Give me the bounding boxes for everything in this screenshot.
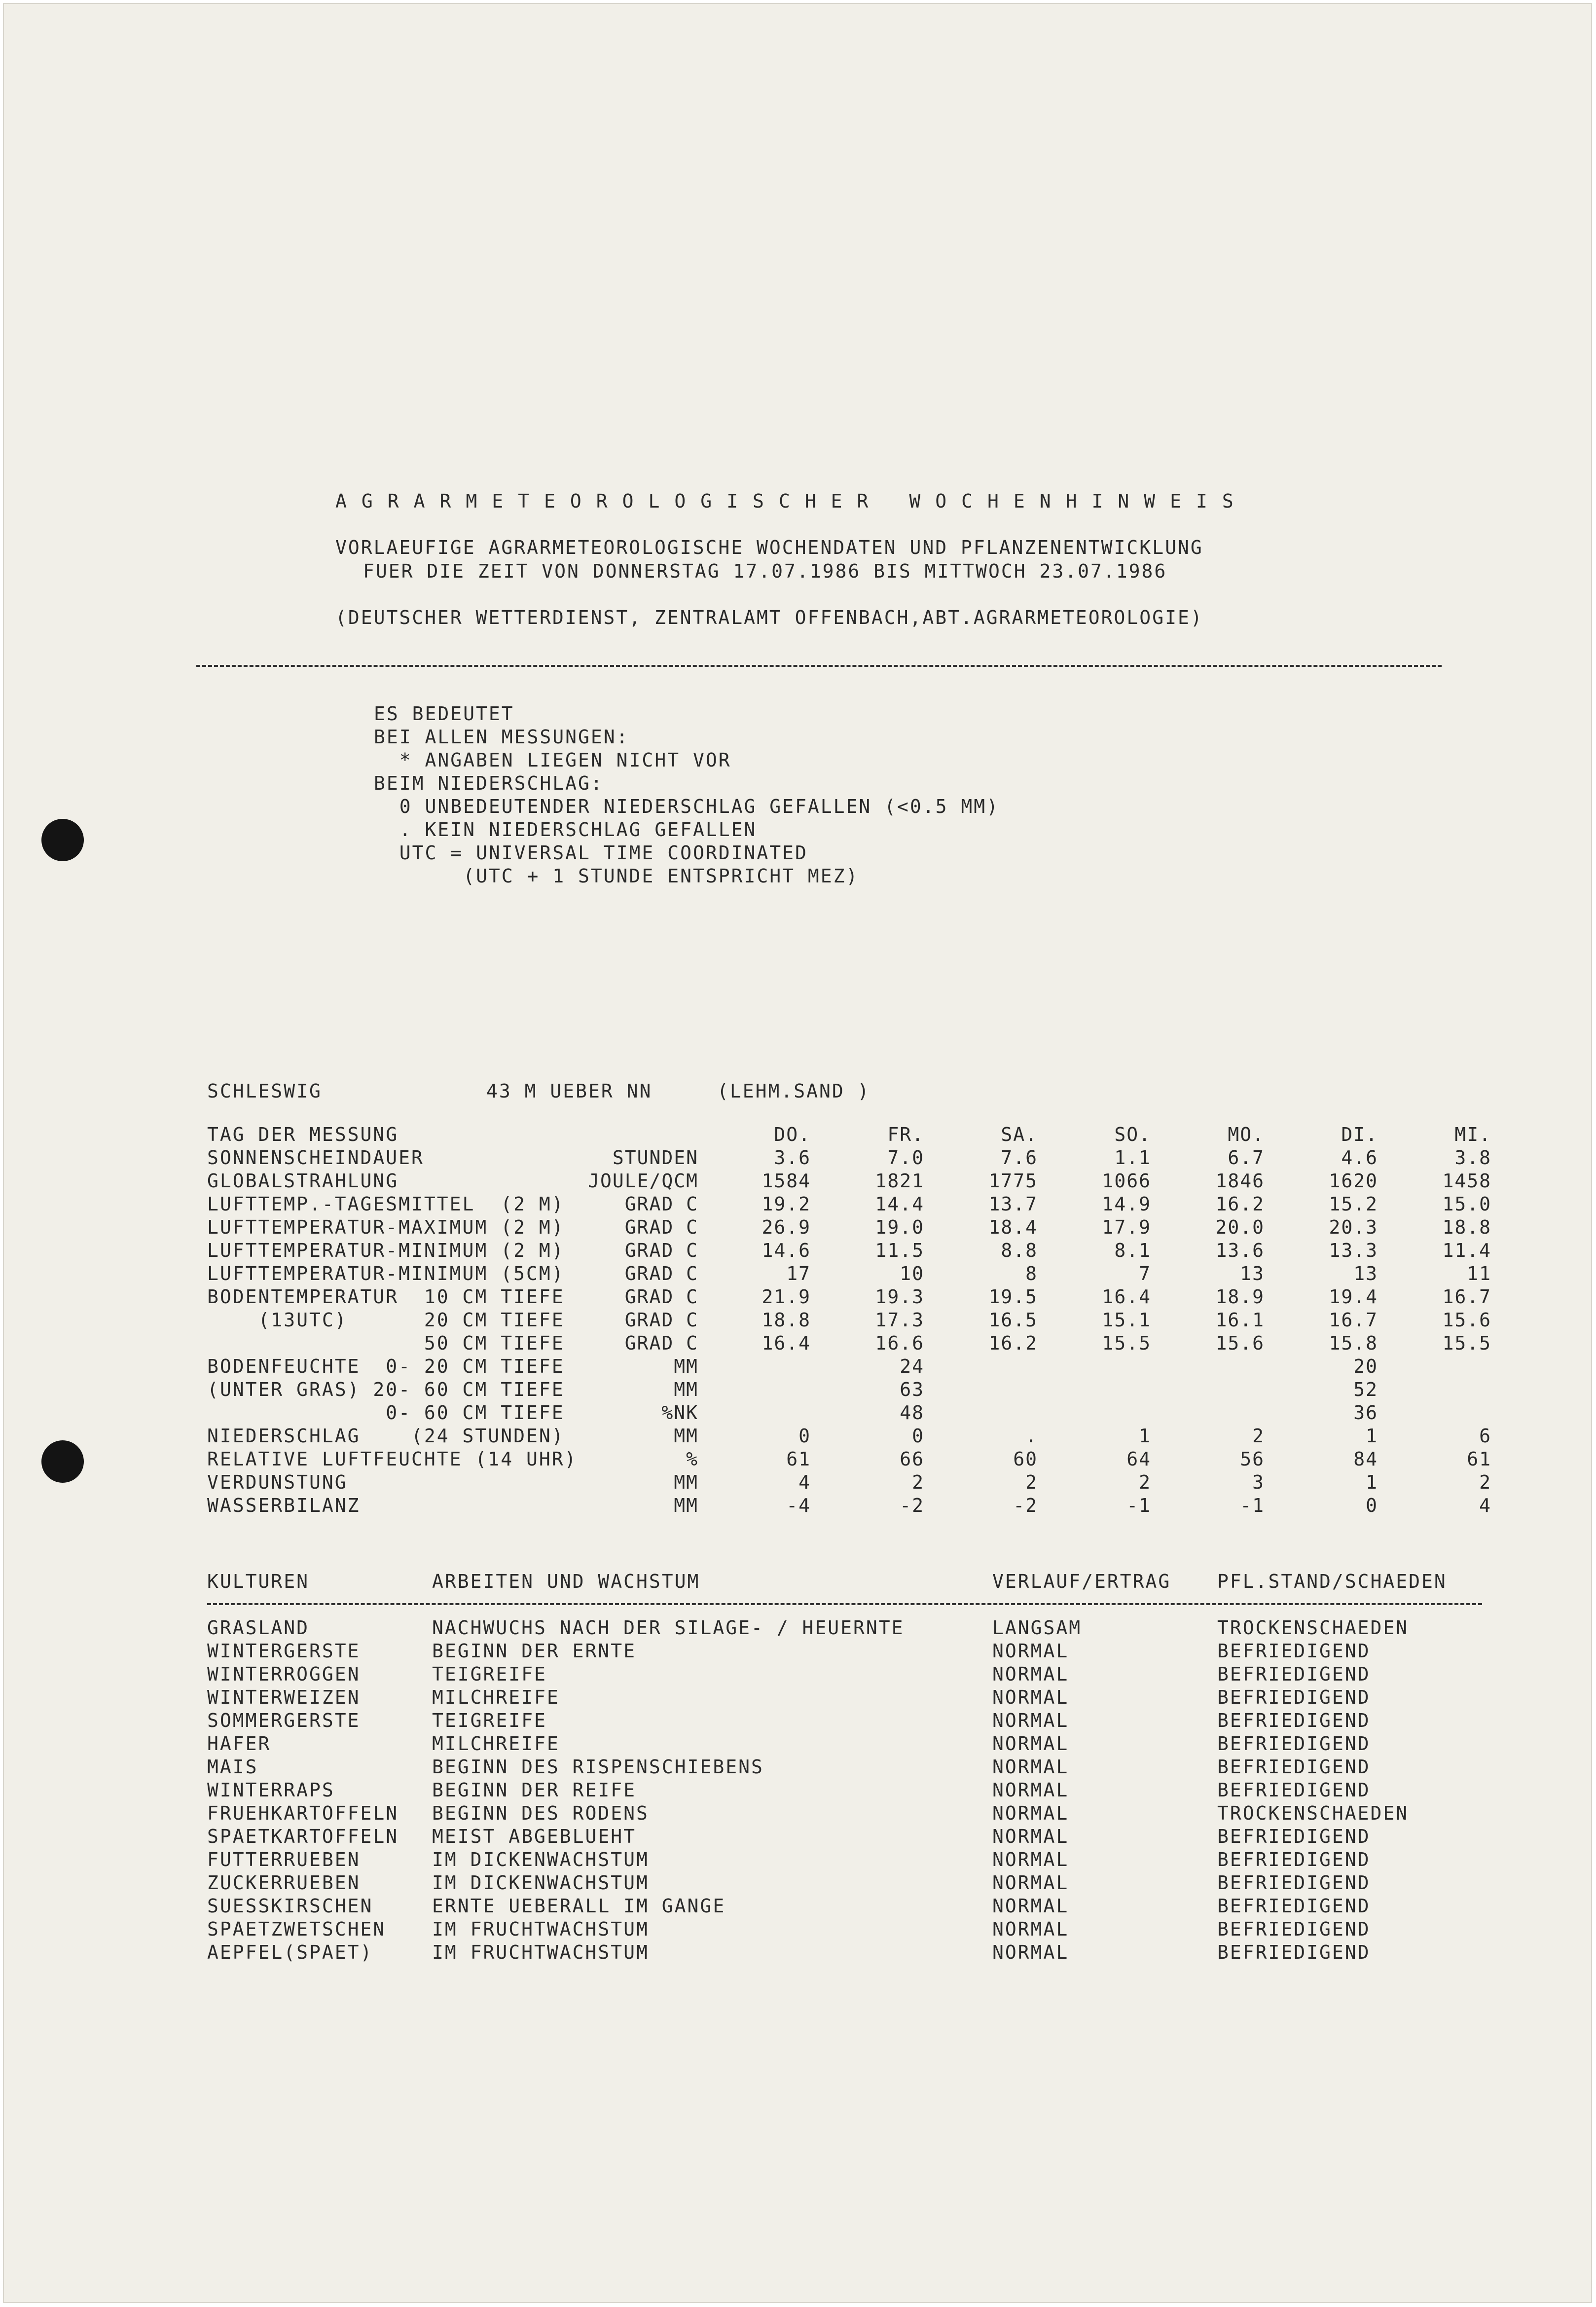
crop-stage: BEGINN DES RISPENSCHIEBENS bbox=[432, 1756, 764, 1778]
crops-header-arbeiten: ARBEITEN UND WACHSTUM bbox=[432, 1571, 700, 1592]
weather-cell: 1821 bbox=[875, 1170, 924, 1192]
crop-condition: BEFRIEDIGEND bbox=[1217, 1941, 1371, 1963]
weather-cell: 14.6 bbox=[762, 1240, 811, 1261]
weather-cell: 15.2 bbox=[1329, 1193, 1378, 1215]
crop-condition: BEFRIEDIGEND bbox=[1217, 1849, 1371, 1870]
weather-row-label: VERDUNSTUNG bbox=[207, 1471, 348, 1493]
weather-cell: 11 bbox=[1467, 1263, 1491, 1284]
day-header-6: MI. bbox=[1454, 1124, 1491, 1145]
crop-name: WINTERROGGEN bbox=[207, 1663, 361, 1685]
crop-progress: NORMAL bbox=[992, 1686, 1069, 1708]
station-name: SCHLESWIG bbox=[207, 1080, 322, 1102]
weather-cell: 52 bbox=[1353, 1379, 1378, 1400]
weather-cell: 0 bbox=[798, 1425, 811, 1447]
weather-cell: 18.8 bbox=[762, 1309, 811, 1331]
crop-progress: NORMAL bbox=[992, 1826, 1069, 1847]
crop-progress: NORMAL bbox=[992, 1710, 1069, 1731]
crop-progress: NORMAL bbox=[992, 1663, 1069, 1685]
crop-name: HAFER bbox=[207, 1733, 271, 1755]
crops-header-verlauf: VERLAUF/ERTRAG bbox=[992, 1571, 1171, 1592]
crop-name: SUESSKIRSCHEN bbox=[207, 1895, 373, 1917]
weather-cell: 20 bbox=[1353, 1355, 1378, 1377]
weather-row-label: (13UTC) 20 CM TIEFE bbox=[207, 1309, 565, 1331]
crop-stage: TEIGREIFE bbox=[432, 1663, 547, 1685]
weather-cell: 8.1 bbox=[1114, 1240, 1151, 1261]
weather-cell: 16.2 bbox=[988, 1332, 1038, 1354]
weather-cell: 1 bbox=[1366, 1425, 1378, 1447]
document-page bbox=[3, 3, 1592, 2303]
weather-cell: 1 bbox=[1139, 1425, 1151, 1447]
weather-cell: 16.1 bbox=[1215, 1309, 1265, 1331]
crop-progress: NORMAL bbox=[992, 1756, 1069, 1778]
crop-progress: NORMAL bbox=[992, 1640, 1069, 1662]
weather-cell: 3 bbox=[1252, 1471, 1265, 1493]
weather-cell: 2 bbox=[1025, 1471, 1038, 1493]
crop-condition: TROCKENSCHAEDEN bbox=[1217, 1617, 1409, 1639]
crop-name: SPAETZWETSCHEN bbox=[207, 1918, 386, 1940]
weather-cell: 1584 bbox=[762, 1170, 811, 1192]
weather-cell: 2 bbox=[912, 1471, 924, 1493]
weather-cell: 15.6 bbox=[1442, 1309, 1491, 1331]
weather-row-label: SONNENSCHEINDAUER bbox=[207, 1147, 424, 1169]
crop-name: ZUCKERRUEBEN bbox=[207, 1872, 361, 1894]
crop-progress: NORMAL bbox=[992, 1849, 1069, 1870]
day-header-5: DI. bbox=[1341, 1124, 1378, 1145]
weather-cell: 8.8 bbox=[1001, 1240, 1038, 1261]
day-header-2: SA. bbox=[1001, 1124, 1038, 1145]
weather-cell: 1775 bbox=[988, 1170, 1038, 1192]
crop-name: WINTERRAPS bbox=[207, 1779, 335, 1801]
day-header-4: MO. bbox=[1228, 1124, 1265, 1145]
weather-cell: 16.7 bbox=[1442, 1286, 1491, 1308]
weather-row-unit: GRAD C bbox=[624, 1309, 698, 1331]
weather-cell: 17 bbox=[786, 1263, 811, 1284]
weather-cell: 14.9 bbox=[1102, 1193, 1151, 1215]
crop-stage: MILCHREIFE bbox=[432, 1686, 560, 1708]
station-soil: (LEHM.SAND ) bbox=[717, 1080, 871, 1102]
weather-cell: 61 bbox=[786, 1448, 811, 1470]
weather-row-unit: GRAD C bbox=[624, 1332, 698, 1354]
weather-cell: 2 bbox=[1252, 1425, 1265, 1447]
weather-cell: 15.5 bbox=[1442, 1332, 1491, 1354]
weather-row-label: LUFTTEMP.-TAGESMITTEL (2 M) bbox=[207, 1193, 565, 1215]
weather-cell: 14.4 bbox=[875, 1193, 924, 1215]
crop-condition: BEFRIEDIGEND bbox=[1217, 1663, 1371, 1685]
weather-cell: 64 bbox=[1126, 1448, 1151, 1470]
weather-cell: -2 bbox=[900, 1495, 924, 1516]
day-header-3: SO. bbox=[1114, 1124, 1151, 1145]
legend-line: 0 UNBEDEUTENDER NIEDERSCHLAG GEFALLEN (<0.5 MM) bbox=[374, 796, 1000, 817]
weather-cell: 16.4 bbox=[762, 1332, 811, 1354]
punch-hole-bottom bbox=[41, 1440, 84, 1483]
day-header-1: FR. bbox=[887, 1124, 924, 1145]
weather-cell: 15.5 bbox=[1102, 1332, 1151, 1354]
crops-header-kulturen: KULTUREN bbox=[207, 1571, 310, 1592]
crops-divider bbox=[207, 1603, 1482, 1605]
weather-cell: 84 bbox=[1353, 1448, 1378, 1470]
weather-cell: 66 bbox=[900, 1448, 924, 1470]
weather-cell: 6.7 bbox=[1228, 1147, 1265, 1169]
weather-cell: 13.6 bbox=[1215, 1240, 1265, 1261]
crop-progress: NORMAL bbox=[992, 1918, 1069, 1940]
legend-line: BEI ALLEN MESSUNGEN: bbox=[374, 726, 629, 748]
crop-condition: BEFRIEDIGEND bbox=[1217, 1918, 1371, 1940]
crop-progress: NORMAL bbox=[992, 1802, 1069, 1824]
weather-cell: 15.0 bbox=[1442, 1193, 1491, 1215]
crop-progress: NORMAL bbox=[992, 1895, 1069, 1917]
crop-progress: NORMAL bbox=[992, 1872, 1069, 1894]
weather-cell: 0 bbox=[1366, 1495, 1378, 1516]
legend-line: ES BEDEUTET bbox=[374, 703, 514, 725]
crop-condition: BEFRIEDIGEND bbox=[1217, 1895, 1371, 1917]
document-title: AGRARMETEOROLOGISCHER WOCHENHINWEIS bbox=[335, 490, 1248, 512]
weather-cell: 2 bbox=[1139, 1471, 1151, 1493]
weather-cell: -1 bbox=[1126, 1495, 1151, 1516]
crop-condition: BEFRIEDIGEND bbox=[1217, 1686, 1371, 1708]
weather-row-unit: GRAD C bbox=[624, 1286, 698, 1308]
legend-line: UTC = UNIVERSAL TIME COORDINATED bbox=[374, 842, 808, 864]
weather-cell: 4 bbox=[1479, 1495, 1491, 1516]
weather-row-label: (UNTER GRAS) 20- 60 CM TIEFE bbox=[207, 1379, 565, 1400]
weather-row-label: WASSERBILANZ bbox=[207, 1495, 361, 1516]
weather-cell: 7.0 bbox=[887, 1147, 924, 1169]
crop-stage: BEGINN DER REIFE bbox=[432, 1779, 637, 1801]
weather-cell: 1846 bbox=[1215, 1170, 1265, 1192]
weather-row-label: 0- 60 CM TIEFE bbox=[207, 1402, 565, 1424]
document-subtitle-1: VORLAEUFIGE AGRARMETEOROLOGISCHE WOCHENDATEN UND PFLANZENENTWICKLUNG bbox=[335, 537, 1203, 558]
weather-cell: 17.9 bbox=[1102, 1216, 1151, 1238]
weather-cell: 24 bbox=[900, 1355, 924, 1377]
weather-cell: 13.7 bbox=[988, 1193, 1038, 1215]
crop-name: GRASLAND bbox=[207, 1617, 310, 1639]
weather-cell: 3.6 bbox=[774, 1147, 811, 1169]
weather-cell: 18.9 bbox=[1215, 1286, 1265, 1308]
weather-row-label: BODENFEUCHTE 0- 20 CM TIEFE bbox=[207, 1355, 565, 1377]
crop-stage: TEIGREIFE bbox=[432, 1710, 547, 1731]
crop-stage: IM FRUCHTWACHSTUM bbox=[432, 1918, 649, 1940]
weather-cell: 16.7 bbox=[1329, 1309, 1378, 1331]
legend-line: * ANGABEN LIEGEN NICHT VOR bbox=[374, 749, 731, 771]
crop-condition: BEFRIEDIGEND bbox=[1217, 1710, 1371, 1731]
weather-cell: 11.5 bbox=[875, 1240, 924, 1261]
crop-name: FUTTERRUEBEN bbox=[207, 1849, 361, 1870]
header-divider bbox=[196, 665, 1442, 667]
weather-cell: 16.6 bbox=[875, 1332, 924, 1354]
weather-row-unit: MM bbox=[674, 1379, 698, 1400]
weather-row-unit: % bbox=[686, 1448, 698, 1470]
document-subtitle-2: FUER DIE ZEIT VON DONNERSTAG 17.07.1986 BIS MITTWOCH 23.07.1986 bbox=[363, 560, 1167, 582]
weather-cell: 10 bbox=[900, 1263, 924, 1284]
weather-row-unit: %NK bbox=[661, 1402, 698, 1424]
legend-line: BEIM NIEDERSCHLAG: bbox=[374, 772, 604, 794]
weather-cell: 15.6 bbox=[1215, 1332, 1265, 1354]
weather-cell: 48 bbox=[900, 1402, 924, 1424]
weather-cell: 7.6 bbox=[1001, 1147, 1038, 1169]
weather-cell: -2 bbox=[1013, 1495, 1038, 1516]
weather-row-unit: GRAD C bbox=[624, 1193, 698, 1215]
weather-cell: 61 bbox=[1467, 1448, 1491, 1470]
crop-condition: BEFRIEDIGEND bbox=[1217, 1826, 1371, 1847]
legend-line: . KEIN NIEDERSCHLAG GEFALLEN bbox=[374, 819, 757, 841]
crops-header-pflstand: PFL.STAND/SCHAEDEN bbox=[1217, 1571, 1447, 1592]
weather-cell: 36 bbox=[1353, 1402, 1378, 1424]
weather-cell: 21.9 bbox=[762, 1286, 811, 1308]
weather-cell: 17.3 bbox=[875, 1309, 924, 1331]
weather-row-label: LUFTTEMPERATUR-MINIMUM (2 M) bbox=[207, 1240, 565, 1261]
crop-stage: IM DICKENWACHSTUM bbox=[432, 1872, 649, 1894]
crop-stage: NACHWUCHS NACH DER SILAGE- / HEUERNTE bbox=[432, 1617, 905, 1639]
day-header-label: TAG DER MESSUNG bbox=[207, 1124, 399, 1145]
crop-condition: BEFRIEDIGEND bbox=[1217, 1733, 1371, 1755]
crop-name: MAIS bbox=[207, 1756, 258, 1778]
weather-cell: 11.4 bbox=[1442, 1240, 1491, 1261]
crop-stage: MEIST ABGEBLUEHT bbox=[432, 1826, 637, 1847]
weather-row-label: NIEDERSCHLAG (24 STUNDEN) bbox=[207, 1425, 565, 1447]
crop-stage: IM FRUCHTWACHSTUM bbox=[432, 1941, 649, 1963]
weather-cell: 18.4 bbox=[988, 1216, 1038, 1238]
weather-cell: 4 bbox=[798, 1471, 811, 1493]
weather-cell: 1066 bbox=[1102, 1170, 1151, 1192]
weather-cell: 19.3 bbox=[875, 1286, 924, 1308]
weather-cell: 15.8 bbox=[1329, 1332, 1378, 1354]
weather-cell: 15.1 bbox=[1102, 1309, 1151, 1331]
weather-row-label: 50 CM TIEFE bbox=[207, 1332, 565, 1354]
weather-row-label: LUFTTEMPERATUR-MINIMUM (5CM) bbox=[207, 1263, 565, 1284]
weather-cell: . bbox=[1025, 1425, 1038, 1447]
weather-cell: 1.1 bbox=[1114, 1147, 1151, 1169]
crop-stage: BEGINN DES RODENS bbox=[432, 1802, 649, 1824]
day-header-0: DO. bbox=[774, 1124, 811, 1145]
crop-name: SPAETKARTOFFELN bbox=[207, 1826, 399, 1847]
crop-name: AEPFEL(SPAET) bbox=[207, 1941, 373, 1963]
crop-condition: BEFRIEDIGEND bbox=[1217, 1872, 1371, 1894]
crop-progress: LANGSAM bbox=[992, 1617, 1082, 1639]
weather-cell: 1 bbox=[1366, 1471, 1378, 1493]
weather-cell: 19.5 bbox=[988, 1286, 1038, 1308]
document-source: (DEUTSCHER WETTERDIENST, ZENTRALAMT OFFENBACH,ABT.AGRARMETEOROLOGIE) bbox=[335, 607, 1203, 628]
punch-hole-top bbox=[41, 819, 84, 861]
weather-cell: 19.4 bbox=[1329, 1286, 1378, 1308]
weather-cell: 13.3 bbox=[1329, 1240, 1378, 1261]
crop-name: SOMMERGERSTE bbox=[207, 1710, 361, 1731]
weather-cell: 16.2 bbox=[1215, 1193, 1265, 1215]
crop-condition: BEFRIEDIGEND bbox=[1217, 1779, 1371, 1801]
weather-cell: 6 bbox=[1479, 1425, 1491, 1447]
weather-cell: 0 bbox=[912, 1425, 924, 1447]
crop-stage: BEGINN DER ERNTE bbox=[432, 1640, 637, 1662]
weather-row-unit: GRAD C bbox=[624, 1240, 698, 1261]
weather-row-unit: MM bbox=[674, 1471, 698, 1493]
crop-condition: TROCKENSCHAEDEN bbox=[1217, 1802, 1409, 1824]
weather-row-unit: MM bbox=[674, 1495, 698, 1516]
weather-cell: 2 bbox=[1479, 1471, 1491, 1493]
weather-cell: -1 bbox=[1240, 1495, 1265, 1516]
crop-condition: BEFRIEDIGEND bbox=[1217, 1756, 1371, 1778]
crop-stage: MILCHREIFE bbox=[432, 1733, 560, 1755]
weather-cell: 3.8 bbox=[1454, 1147, 1491, 1169]
crop-stage: IM DICKENWACHSTUM bbox=[432, 1849, 649, 1870]
crop-name: WINTERGERSTE bbox=[207, 1640, 361, 1662]
crop-progress: NORMAL bbox=[992, 1779, 1069, 1801]
crop-condition: BEFRIEDIGEND bbox=[1217, 1640, 1371, 1662]
weather-row-label: LUFTTEMPERATUR-MAXIMUM (2 M) bbox=[207, 1216, 565, 1238]
weather-cell: 1458 bbox=[1442, 1170, 1491, 1192]
weather-row-unit: JOULE/QCM bbox=[588, 1170, 698, 1192]
weather-row-unit: GRAD C bbox=[624, 1263, 698, 1284]
crop-name: WINTERWEIZEN bbox=[207, 1686, 361, 1708]
weather-cell: 60 bbox=[1013, 1448, 1038, 1470]
weather-cell: 1620 bbox=[1329, 1170, 1378, 1192]
weather-row-label: RELATIVE LUFTFEUCHTE (14 UHR) bbox=[207, 1448, 578, 1470]
weather-cell: 13 bbox=[1240, 1263, 1265, 1284]
weather-cell: -4 bbox=[786, 1495, 811, 1516]
weather-row-label: BODENTEMPERATUR 10 CM TIEFE bbox=[207, 1286, 565, 1308]
weather-row-unit: MM bbox=[674, 1425, 698, 1447]
crop-progress: NORMAL bbox=[992, 1733, 1069, 1755]
crop-stage: ERNTE UEBERALL IM GANGE bbox=[432, 1895, 726, 1917]
weather-row-unit: GRAD C bbox=[624, 1216, 698, 1238]
weather-cell: 4.6 bbox=[1341, 1147, 1378, 1169]
weather-cell: 26.9 bbox=[762, 1216, 811, 1238]
weather-cell: 16.5 bbox=[988, 1309, 1038, 1331]
weather-cell: 19.0 bbox=[875, 1216, 924, 1238]
legend-line: (UTC + 1 STUNDE ENTSPRICHT MEZ) bbox=[374, 865, 859, 887]
weather-cell: 16.4 bbox=[1102, 1286, 1151, 1308]
station-height: 43 M UEBER NN bbox=[486, 1080, 653, 1102]
crop-progress: NORMAL bbox=[992, 1941, 1069, 1963]
weather-cell: 19.2 bbox=[762, 1193, 811, 1215]
weather-row-unit: STUNDEN bbox=[612, 1147, 698, 1169]
weather-cell: 13 bbox=[1353, 1263, 1378, 1284]
weather-cell: 20.0 bbox=[1215, 1216, 1265, 1238]
weather-row-label: GLOBALSTRAHLUNG bbox=[207, 1170, 399, 1192]
weather-cell: 20.3 bbox=[1329, 1216, 1378, 1238]
weather-row-unit: MM bbox=[674, 1355, 698, 1377]
weather-cell: 56 bbox=[1240, 1448, 1265, 1470]
weather-cell: 63 bbox=[900, 1379, 924, 1400]
weather-cell: 8 bbox=[1025, 1263, 1038, 1284]
crop-name: FRUEHKARTOFFELN bbox=[207, 1802, 399, 1824]
weather-cell: 7 bbox=[1139, 1263, 1151, 1284]
weather-cell: 18.8 bbox=[1442, 1216, 1491, 1238]
